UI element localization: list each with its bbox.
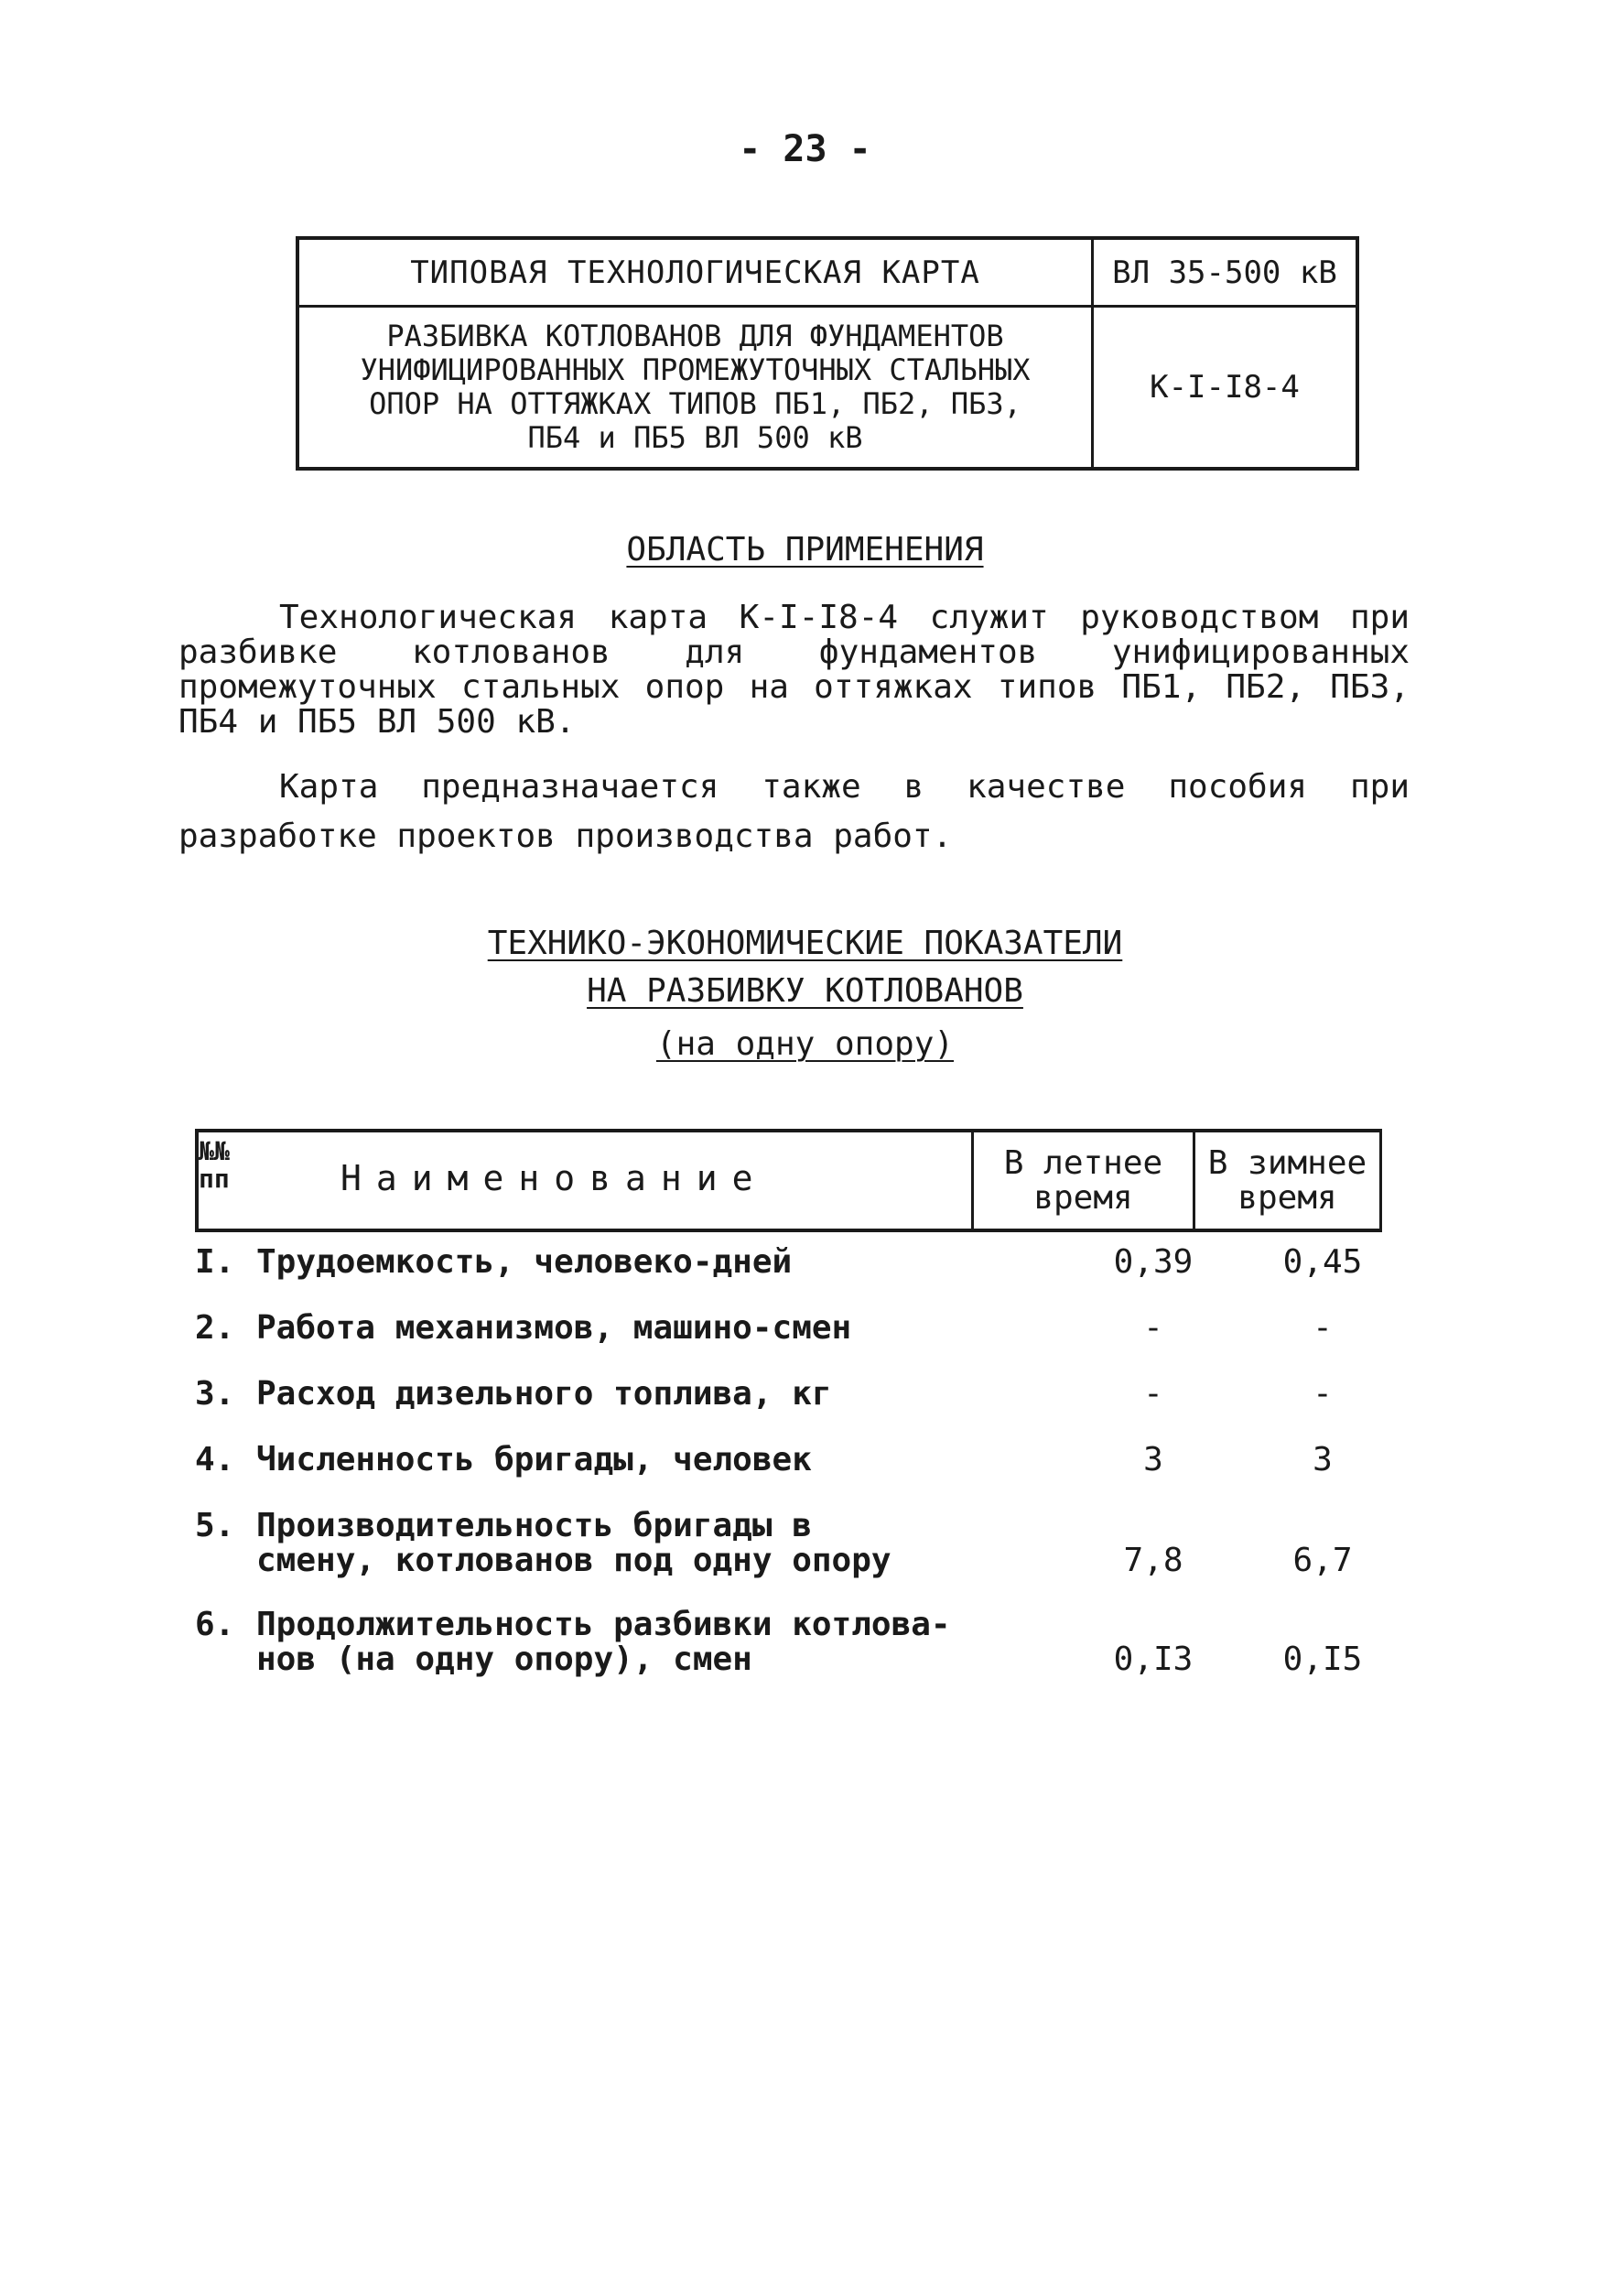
row-number: 6.: [195, 1606, 235, 1643]
header-number-line2: пп: [199, 1164, 230, 1194]
scope-heading: [0, 531, 1610, 569]
row-summer-value: 7,8: [1123, 1542, 1183, 1579]
indicators-table-header: [195, 1129, 1382, 1232]
row-name-line: смену, котлованов под одну опору: [256, 1542, 891, 1579]
header-number-line1: №№: [199, 1136, 230, 1166]
indicators-heading-1-text: ТЕХНИКО-ЭКОНОМИЧЕСКИЕ ПОКАЗАТЕЛИ: [487, 925, 1123, 962]
card-title-line: УНИФИЦИРОВАННЫХ ПРОМЕЖУТОЧНЫХ СТАЛЬНЫХ: [360, 352, 1031, 387]
header-winter-line2: время: [1237, 1178, 1337, 1217]
row-number: 4.: [195, 1441, 235, 1478]
row-winter-value: 0,45: [1282, 1243, 1363, 1281]
row-summer-value: 0,39: [1113, 1243, 1194, 1281]
scope-paragraph-2: Карта предназначается также в качестве пособия при разработке проектов производства работ.: [178, 768, 1410, 855]
row-summer-value: 0,I3: [1113, 1641, 1194, 1678]
card-title-line: ОПОР НА ОТТЯЖКАХ ТИПОВ ПБ1, ПБ2, ПБ3,: [369, 386, 1021, 421]
row-name-line: Продолжительность разбивки котлова-: [256, 1606, 951, 1643]
indicators-heading-3: [0, 1025, 1610, 1063]
header-number: [199, 1138, 230, 1193]
row-summer-value: -: [1143, 1375, 1163, 1413]
header-summer-line2: время: [1033, 1178, 1133, 1217]
row-name-line: Работа механизмов, машино-смен: [256, 1309, 852, 1347]
header-summer-line1: В летнее: [1003, 1143, 1163, 1182]
card-type-label: ТИПОВАЯ ТЕХНОЛОГИЧЕСКАЯ КАРТА: [299, 240, 1094, 308]
row-summer-value: -: [1143, 1309, 1163, 1347]
row-name-line: Трудоемкость, человеко-дней: [256, 1243, 793, 1281]
indicators-heading-1: [0, 925, 1610, 962]
row-name-line: нов (на одну опору), смен: [256, 1641, 752, 1678]
row-summer-value: 3: [1143, 1441, 1163, 1478]
scope-paragraph-1: Технологическая карта К-I-I8-4 служит руководством при разбивке котлованов для фундаментов унифицированных промежуточных стальных опор на оттяжках типов ПБ1, ПБ2, ПБ3, ПБ4 и ПБ5 ВЛ 500 кВ.: [178, 599, 1410, 741]
table-row: [188, 1245, 1396, 1311]
table-row: [188, 1311, 1396, 1377]
card-scope: ВЛ 35-500 кВ: [1094, 240, 1356, 308]
header-name-cell: [199, 1132, 974, 1229]
indicators-heading-3-text: (на одну опору): [655, 1025, 955, 1063]
card-title-line: РАЗБИВКА КОТЛОВАНОВ ДЛЯ ФУНДАМЕНТОВ: [386, 319, 1004, 353]
row-winter-value: 0,I5: [1282, 1641, 1363, 1678]
scope-heading-text: ОБЛАСТЬ ПРИМЕНЕНИЯ: [626, 531, 984, 569]
row-number: 2.: [195, 1309, 235, 1347]
indicators-heading-2: [0, 972, 1610, 1010]
row-name-line: Расход дизельного топлива, кг: [256, 1375, 832, 1413]
row-winter-value: 3: [1313, 1441, 1333, 1478]
indicators-rows: [188, 1245, 1396, 1706]
page-number: - 23 -: [739, 128, 871, 170]
header-summer: [974, 1132, 1195, 1229]
table-row: [188, 1608, 1396, 1706]
header-winter: [1195, 1132, 1379, 1229]
card-title: [299, 308, 1094, 467]
title-card: [296, 236, 1359, 471]
row-winter-value: 6,7: [1292, 1542, 1353, 1579]
row-name-line: Производительность бригады в: [256, 1507, 812, 1544]
card-code: К-I-I8-4: [1150, 369, 1300, 406]
header-name: Наименование: [340, 1158, 768, 1198]
card-title-line: ПБ4 и ПБ5 ВЛ 500 кВ: [527, 420, 863, 455]
indicators-heading-2-text: НА РАЗБИВКУ КОТЛОВАНОВ: [587, 972, 1023, 1010]
row-winter-value: -: [1313, 1309, 1333, 1347]
table-row: [188, 1509, 1396, 1608]
row-number: I.: [195, 1243, 235, 1281]
row-winter-value: -: [1313, 1375, 1333, 1413]
table-row: [188, 1443, 1396, 1509]
row-number: 5.: [195, 1507, 235, 1544]
header-winter-line1: В зимнее: [1207, 1143, 1367, 1182]
row-name-line: Численность бригады, человек: [256, 1441, 812, 1478]
table-row: [188, 1377, 1396, 1443]
row-number: 3.: [195, 1375, 235, 1413]
